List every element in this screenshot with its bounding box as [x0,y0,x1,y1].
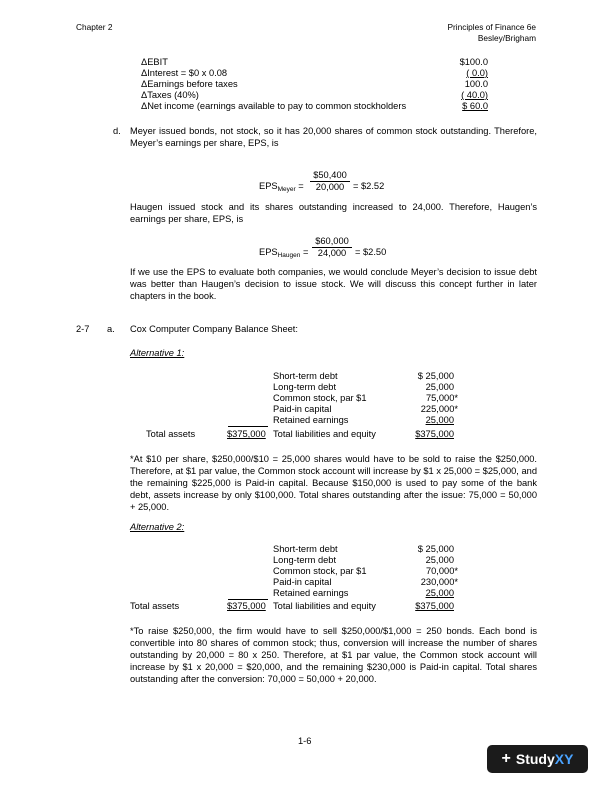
income-row-value: $ 60.0 [462,101,488,111]
income-row-value: ( 0.0) [466,68,488,78]
alt1-heading: Alternative 1: [130,348,185,358]
income-row-label: ΔTaxes (40%) [141,90,199,100]
bs-row-label: Retained earnings [273,415,349,425]
bs-row-label: Short-term debt [273,544,338,554]
total-liabilities-equity-value: $375,000 [415,601,454,611]
book-authors: Besley/Brigham [477,33,536,43]
eps-label: EPS [259,247,278,257]
book-title: Principles of Finance 6e [447,22,536,32]
bs-row-label: Retained earnings [273,588,349,598]
bs-row-label: Short-term debt [273,371,338,381]
eps-lhs: $EPS_{Meyer}$ = [259,181,304,193]
eps-denominator: 20,000 [315,182,345,192]
part-d-paragraph-3: If we use the EPS to evaluate both companies, we would conclude Meyer’s decision to issue debt was better than Haugen’s decision to issue stock. We will discuss this concept further in later chapters in the book. [130,267,537,301]
bs-row-label: Paid-in capital [273,577,332,587]
income-row-value: 100.0 [464,79,488,89]
studyxy-badge[interactable] [487,745,588,773]
eps-result: = $2.50 [355,247,387,257]
bs-row-value: 25,000 [425,415,454,425]
eps-result: = $2.52 [353,181,385,191]
bs-row-value: 25,000 [425,382,454,392]
problem-number: 2-7 [76,324,90,334]
eps-fraction [312,236,352,259]
eps-subscript: Haugen [277,252,301,259]
alt2-heading: Alternative 2: [130,522,185,532]
bs-row-label: Common stock, par $1 [273,393,367,403]
bs-row-value: $ 25,000 [417,371,454,381]
bs-row-value: 25,000 [425,588,454,598]
problem-part-letter: a. [107,324,115,334]
eps-label: EPS [259,181,278,191]
divider [228,599,268,600]
divider [228,426,268,427]
eps-lhs: $EPS_{Haugen}$ = [259,247,309,259]
part-d-paragraph-2: Haugen issued stock and its shares outstanding increased to 24,000. Therefore, Haugen’s earnings per share, EPS, is [130,202,537,224]
bs-row-value: 25,000 [425,555,454,565]
bs-row-value: $ 25,000 [417,544,454,554]
page-number: 1-6 [298,736,312,746]
badge-study-text: Study [515,751,555,767]
bs-row-value: 225,000* [420,404,458,414]
total-assets-label: Total assets [146,429,196,439]
badge-xy-text: XY [554,751,574,767]
total-assets-label: Total assets [130,601,180,611]
alt1-note: *At $10 per share, $250,000/$10 = 25,000 shares would have to be sold to raise the $250,000. Therefore, at $1 par value, the Common stock account will increase by $1 x 25,000 = $25,000, and the remaining $225,000 is Paid-in capital. Because $150,000 is used to pay some of the bank debt, assets increase by only $100,000. Total shares outstanding after the issue: 75,000 = 50,000 + 25,000. [130,454,537,512]
eps-numerator: $50,400 [313,170,347,180]
income-row-label: ΔEBIT [141,57,168,67]
total-liabilities-equity-label: Total liabilities and equity [273,601,376,611]
problem-title: Cox Computer Company Balance Sheet: [130,324,298,334]
bs-row-label: Paid-in capital [273,404,332,414]
eps-denominator: 24,000 [317,248,347,258]
income-row-value: ( 40.0) [461,90,488,100]
bs-row-label: Long-term debt [273,555,337,565]
total-liabilities-equity-value: $375,000 [415,429,454,439]
income-row-label: ΔNet income (earnings available to pay to common stockholders [141,101,407,111]
income-row-label: ΔEarnings before taxes [141,79,238,89]
bs-row-value: 230,000* [420,577,458,587]
part-d-letter: d. [113,126,121,136]
total-liabilities-equity-label: Total liabilities and equity [273,429,376,439]
bs-row-value: 75,000* [425,393,458,403]
total-assets-value: $375,000 [227,601,266,611]
plus-icon: + [501,750,511,767]
eps-numerator: $60,000 [315,236,349,246]
bs-row-label: Common stock, par $1 [273,566,367,576]
income-row-value: $100.0 [459,57,488,67]
bs-row-value: 70,000* [425,566,458,576]
total-assets-value: $375,000 [227,429,266,439]
income-row-label: ΔInterest = $0 x 0.08 [141,68,228,78]
alt2-note: *To raise $250,000, the firm would have to sell $250,000/$1,000 = 250 bonds. Each bond is convertible into 80 shares of common stock; thus, conversion will increase the number of shares outstanding by 20,000 = 80 x 250. Therefore, at $1 par value, the Common stock account will increase by $1 x 20,000 = $20,000, and the remaining $230,000 is Paid-in capital. Total shares outstanding after the conversion: 70,000 = 50,000 + 20,000. [130,626,537,684]
eps-fraction [310,170,350,193]
part-d-paragraph-1: Meyer issued bonds, not stock, so it has 20,000 shares of common stock outstanding. Therefore, Meyer’s earnings per share, EPS, is [130,126,537,148]
eps-subscript: Meyer [277,186,296,193]
bs-row-label: Long-term debt [273,382,337,392]
chapter-label: Chapter 2 [76,22,113,32]
